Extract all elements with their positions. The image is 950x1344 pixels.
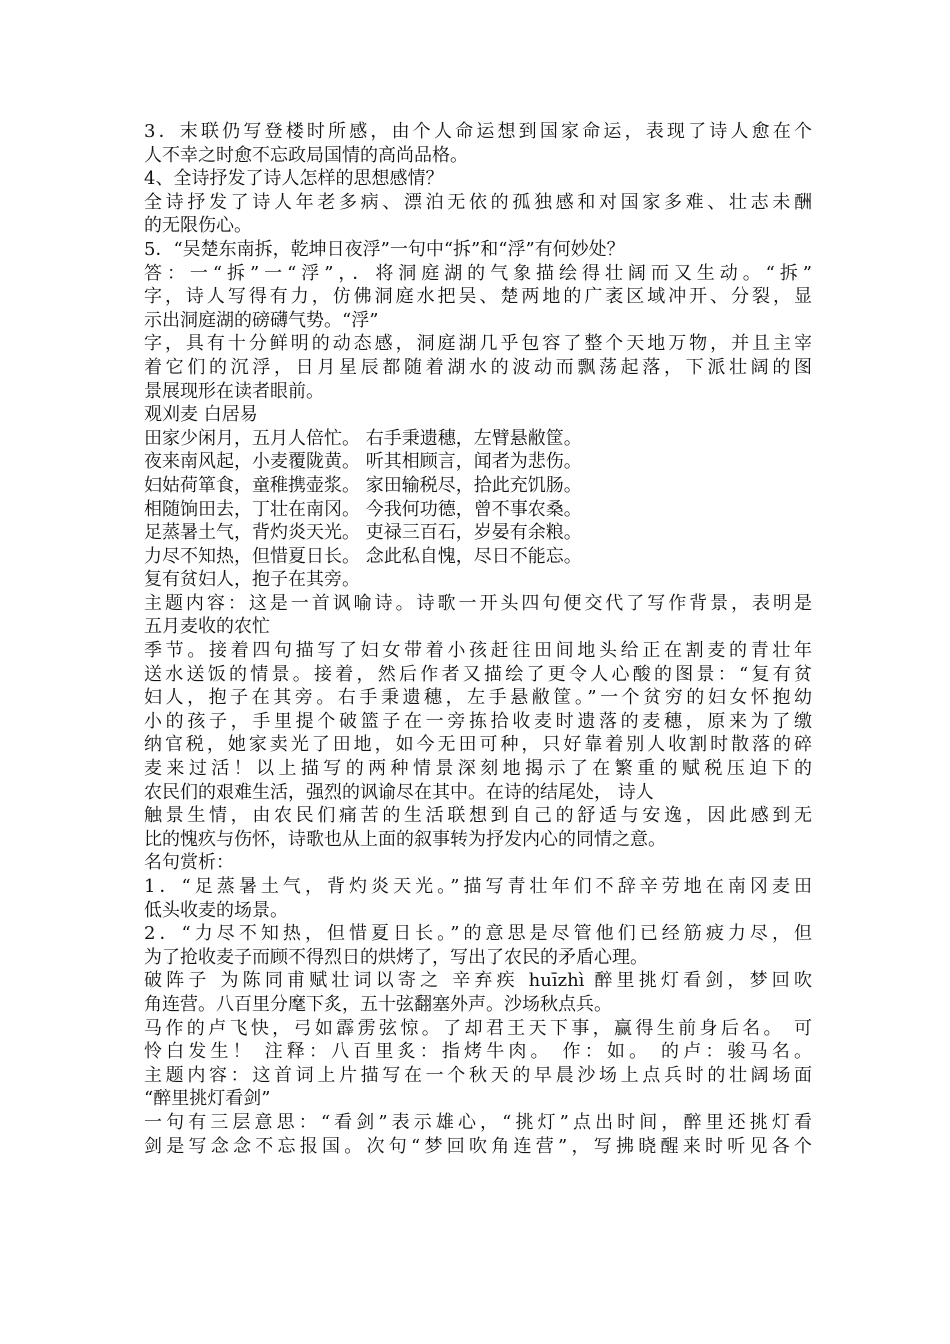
text-line: 景展现形在读者眼前。 [144, 380, 324, 402]
document-body [144, 120, 812, 1158]
text-line: 小的孩子，手里提个破篮子在一旁拣拾收麦时遗落的麦穗，原来为了缴 [144, 710, 812, 732]
text-line: 夜来南风起，小麦覆陇黄。 听其相顾言，闻者为悲伤。 [144, 451, 582, 473]
text-line: 送水送饭的情景。接着，然后作者又描绘了更令人心酸的图景：“复有贫 [144, 663, 812, 685]
text-line: 主题内容：这首词上片描写在一个秋天的早晨沙场上点兵时的壮阔场面 [144, 1064, 812, 1086]
text-line: 字，诗人写得有力，仿佛洞庭水把吴、楚两地的广袤区域冲开、分裂，显 [144, 286, 812, 308]
text-line: 低头收麦的场景。 [144, 899, 288, 921]
text-line: 着它们的沉浮，日月星辰都随着湖水的波动而飘荡起落，下派壮阔的图 [144, 356, 812, 378]
text-line: 破阵子 为陈同甫赋壮词以寄之 辛弃疾 huīzhì 醉里挑灯看剑，梦回吹 [144, 970, 812, 992]
text-line: 观刈麦 白居易 [144, 404, 258, 426]
text-line: 怜白发生！ 注释：八百里炙：指烤牛肉。 作：如。 的卢：骏马名。 [144, 1041, 812, 1063]
text-line: “醉里挑灯看剑” [144, 1088, 271, 1110]
text-line: 麦来过活！以上描写的两种情景深刻地揭示了在繁重的赋税压迫下的 [144, 758, 812, 780]
text-line: 5．“吴楚东南拆，乾坤日夜浮”一句中“拆”和“浮”有何妙处？ [144, 238, 625, 260]
text-line: 五月麦收的农忙 [144, 616, 270, 638]
text-line: 农民们的艰难生活，强烈的讽谕尽在其中。在诗的结尾处， 诗人 [144, 781, 654, 803]
text-line: 1．“足蒸暑土气，背灼炎天光。”描写青壮年们不辞辛劳地在南冈麦田 [144, 876, 812, 897]
text-line: 复有贫妇人，抱子在其旁。 [144, 569, 360, 591]
text-line: 一句有三层意思：“看剑”表示雄心，“挑灯”点出时间，醉里还挑灯看 [144, 1111, 812, 1133]
text-line: 字，具有十分鲜明的动态感，洞庭湖几乎包容了整个天地万物，并且主宰 [144, 333, 812, 355]
text-line: 3．末联仍写登楼时所感，由个人命运想到国家命运，表现了诗人愈在个 [144, 121, 812, 142]
text-line: 人不幸之时愈不忘政局国情的高尚品格。 [144, 144, 468, 166]
text-line: 足蒸暑土气，背灼炎天光。 吏禄三百石，岁晏有余粮。 [144, 522, 582, 544]
text-line: 2．“力尽不知热，但惜夏日长。”的意思是尽管他们已经筋疲力尽，但 [144, 923, 812, 945]
text-line: 妇人，抱子在其旁。右手秉遗穗，左手悬敝筐。”一个贫穷的妇女怀抱幼 [144, 687, 812, 709]
text-line: 为了抢收麦子而顾不得烈日的烘烤了，写出了农民的矛盾心理。 [144, 946, 648, 968]
text-line: 角连营。八百里分麾下炙，五十弦翻塞外声。沙场秋点兵。 [144, 993, 612, 1015]
text-line: 主题内容：这是一首讽喻诗。诗歌一开头四句便交代了写作背景，表明是 [144, 592, 812, 614]
text-line: 力尽不知热，但惜夏日长。 念此私自愧，尽日不能忘。 [144, 545, 582, 567]
text-line: 答：一“拆”一“浮”，．将洞庭湖的气象描绘得壮阔而又生动。“拆” [144, 262, 812, 284]
text-line: 的无限伤心。 [144, 215, 252, 237]
text-line: 触景生情，由农民们痛苦的生活联想到自己的舒适与安逸，因此感到无 [144, 805, 812, 827]
text-line: 季节。接着四句描写了妇女带着小孩赶往田间地头给正在割麦的青壮年 [144, 640, 812, 662]
text-line: 示出洞庭湖的磅礴气势。“浮” [144, 309, 379, 331]
text-line: 名句赏析： [144, 852, 234, 874]
text-line: 马作的卢飞快，弓如霹雳弦惊。了却君王天下事，赢得生前身后名。 可 [144, 1017, 812, 1039]
text-line: 全诗抒发了诗人年老多病、漂泊无依的孤独感和对国家多难、壮志未酬 [144, 191, 812, 213]
text-line: 田家少闲月，五月人倍忙。 右手秉遗穗，左臂悬敝筐。 [144, 427, 582, 449]
text-line: 相随饷田去，丁壮在南冈。 今我何功德，曾不事农桑。 [144, 498, 582, 520]
text-line: 剑是写念念不忘报国。次句“梦回吹角连营”，写拂晓醒来时听见各个 [144, 1135, 812, 1157]
text-line: 妇姑荷箪食，童稚携壶浆。 家田输税尽，拾此充饥肠。 [144, 474, 582, 496]
text-line: 比的愧疚与伤怀，诗歌也从上面的叙事转为抒发内心的同情之意。 [144, 828, 666, 850]
text-line: 纳官税，她家卖光了田地，如今无田可种，只好靠着别人收割时散落的碎 [144, 734, 812, 756]
text-line: 4、全诗抒发了诗人怎样的思想感情？ [144, 168, 444, 190]
